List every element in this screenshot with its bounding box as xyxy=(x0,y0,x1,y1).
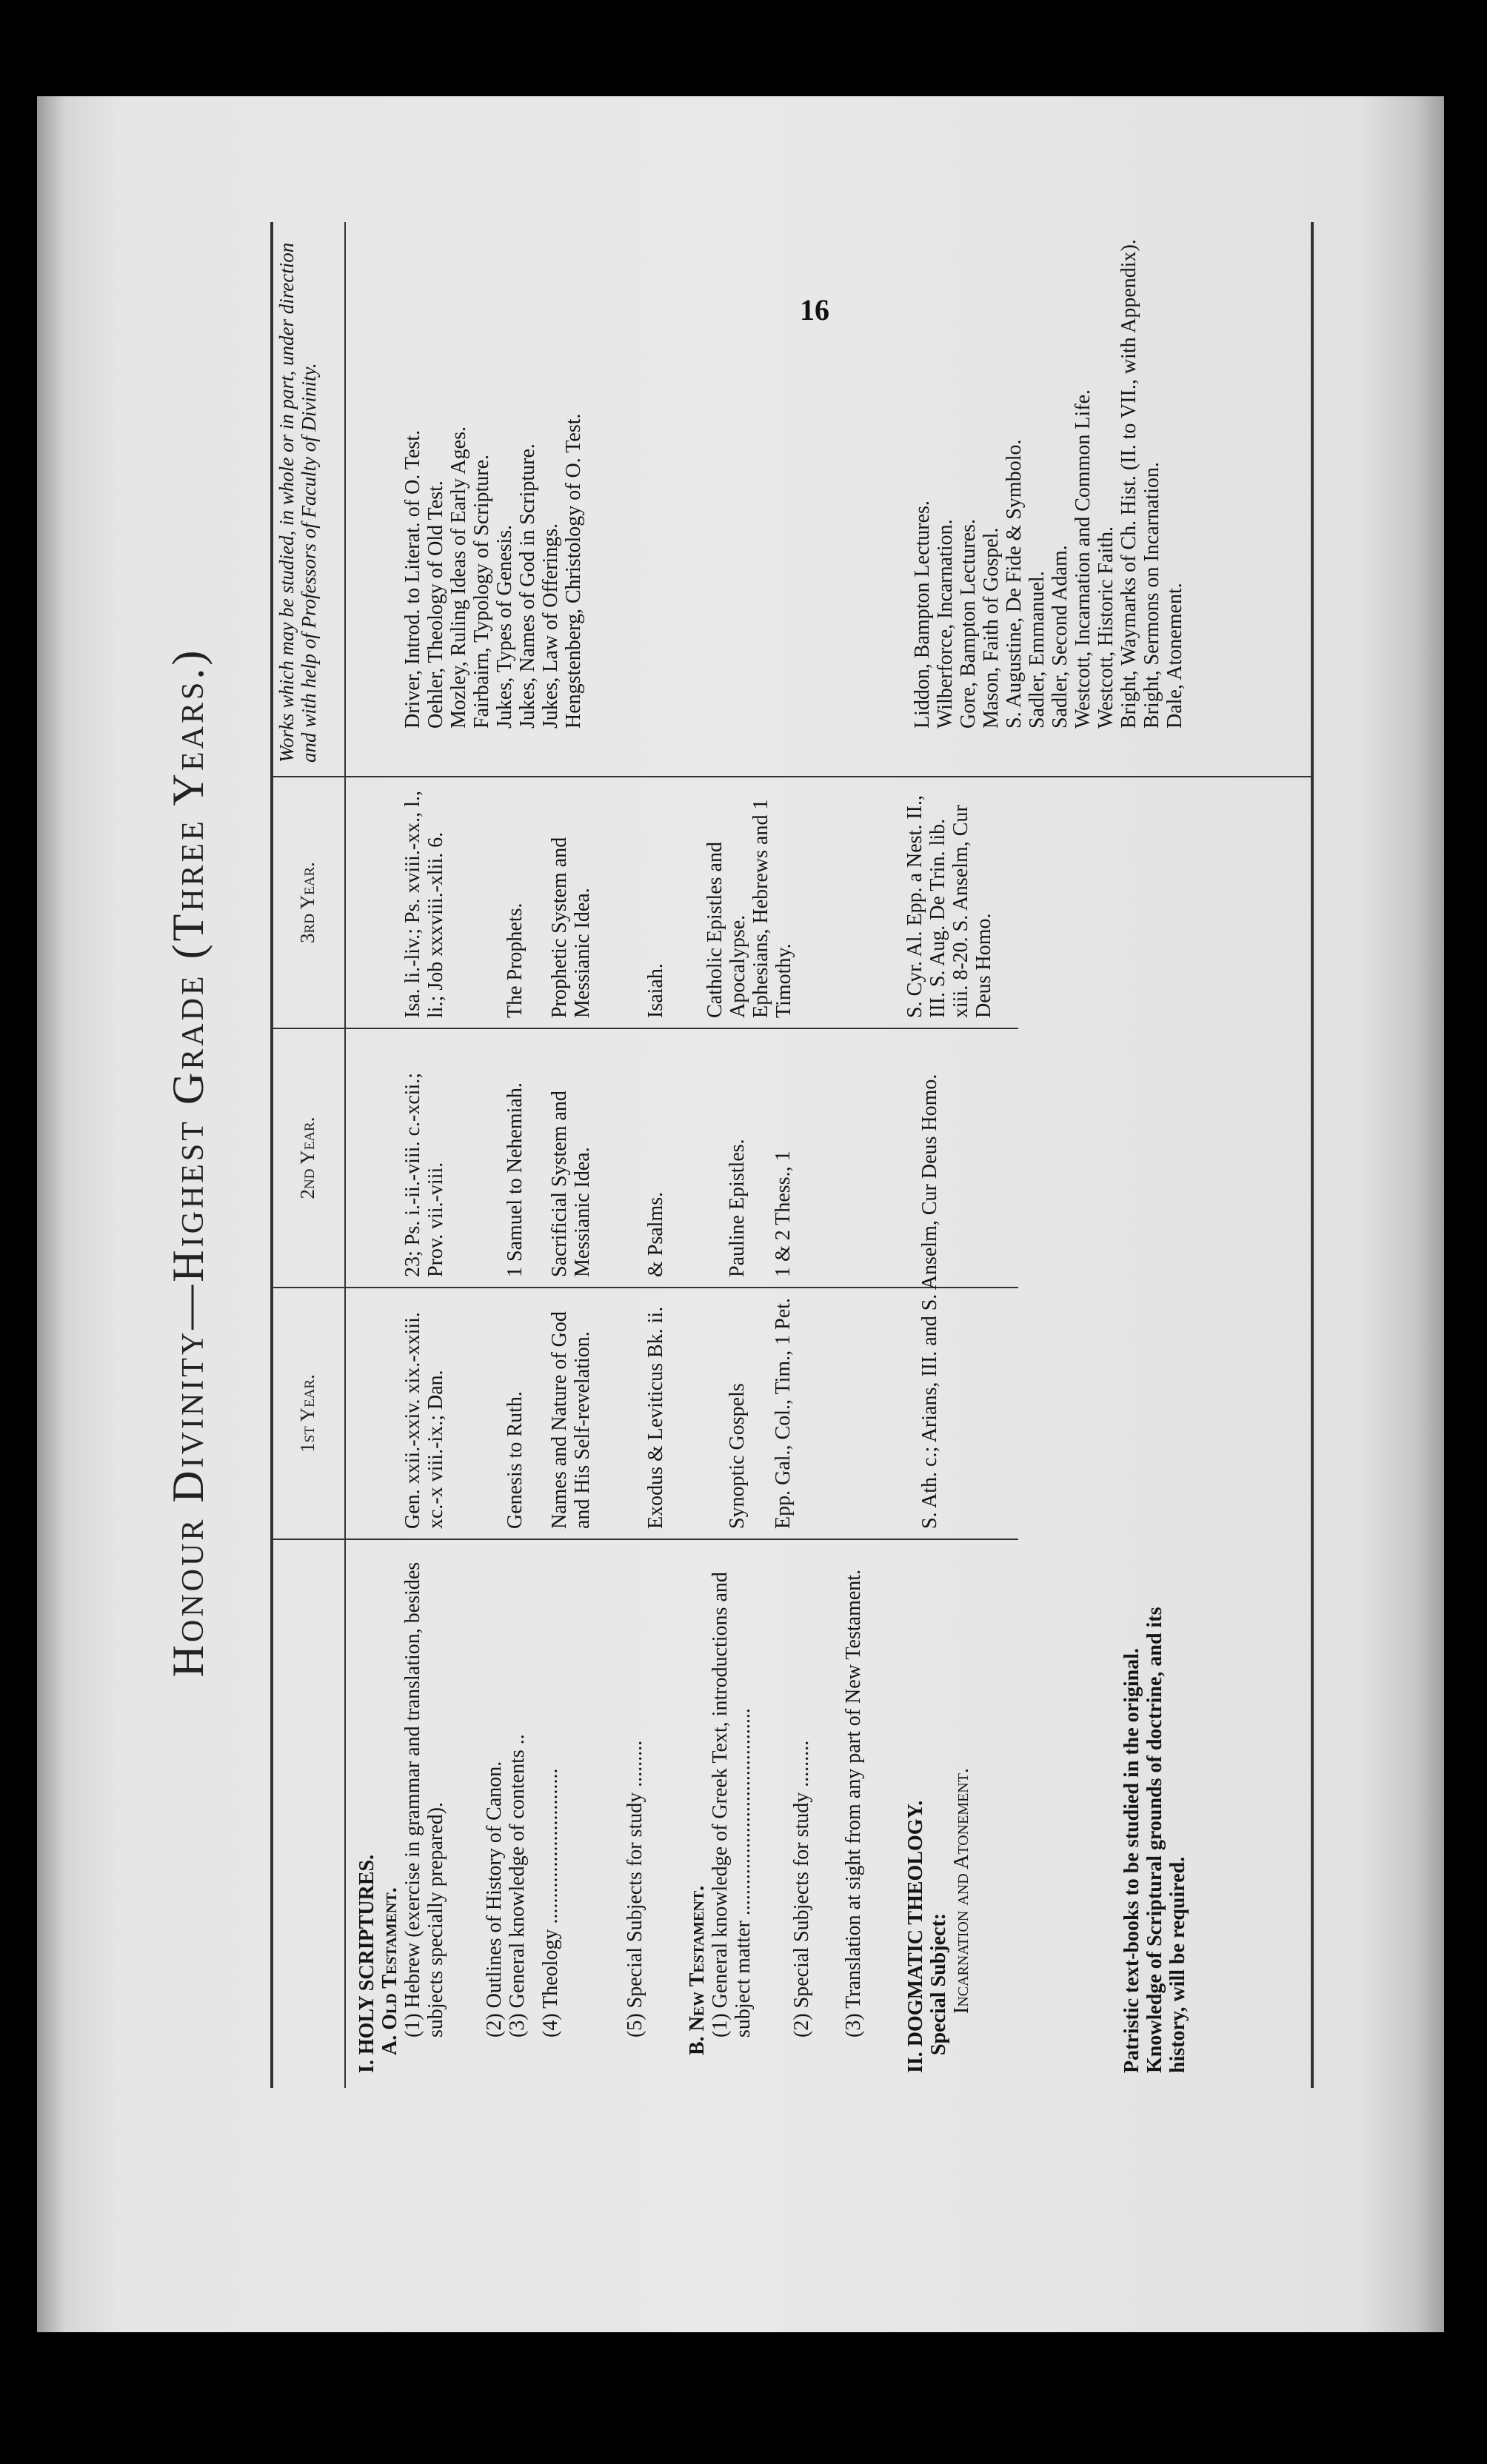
rule-col-3 xyxy=(270,1028,1018,1029)
works-dogmatic-item: Wilberforce, Incarnation. xyxy=(934,519,957,729)
works-dogmatic-item: Liddon, Bampton Lectures. xyxy=(911,500,934,729)
header-year-3: 3rd Year. xyxy=(296,862,318,943)
works-dogmatic-item: Gore, Bampton Lectures. xyxy=(957,518,980,729)
year3-dogmatic: S. Cyr. Al. Epp. a Nest. II., III. S. Aug. De Trin. lib. xiii. 8-20. S. Anselm, Cur Deus Homo. xyxy=(903,795,995,1018)
header-works: Works which may be studied, in whole or in part, under direction and with help of Professors of Faculty of Divinity. xyxy=(275,242,320,763)
rule-col-1 xyxy=(270,1539,1018,1540)
works-dogmatic-list xyxy=(911,230,1186,763)
year3-general: The Prophets. xyxy=(504,903,527,1018)
year2-special: & Psalms. xyxy=(644,1191,667,1277)
year1-hebrew: Gen. xxii.-xxiv. xix.-xxiii. xc.-x viii.-ix.; Dan. xyxy=(401,1312,447,1529)
subject-nt-general: (1) General knowledge of Greek Text, introductions and subject matter ........................................ xyxy=(709,1572,755,2038)
subject-nt-special: (2) Special Subjects for study ......... xyxy=(790,1740,813,2038)
year1-nt-special: Epp. Gal., Col., Tim., 1 Pet. xyxy=(772,1298,795,1529)
rule-bottom xyxy=(1311,222,1314,2088)
works-ot-item: Oehler, Theology of Old Test. xyxy=(424,481,447,729)
works-dogmatic-item: S. Augustine, De Fide & Symbolo. xyxy=(1003,439,1026,729)
rule-top xyxy=(270,222,273,2088)
works-dogmatic-item: Mason, Faith of Gospel. xyxy=(980,527,1003,729)
page-number: 16 xyxy=(800,293,829,327)
year2-nt-special: 1 & 2 Thess., 1 xyxy=(772,1151,795,1277)
subjects-column xyxy=(355,1547,1189,2073)
section-dogmatic-theology: II. DOGMATIC THEOLOGY. xyxy=(904,1800,927,2073)
works-dogmatic-item: Westcott, Historic Faith. xyxy=(1095,526,1117,729)
works-ot-item: Driver, Introd. to Literat. of O. Test. xyxy=(401,429,424,729)
year2-hebrew: 23; Ps. i.-ii.-viii. c.-xcii.; Prov. vii.-viii. xyxy=(401,1072,447,1277)
subject-nt-translation: (3) Translation at sight from any part of New Testament. xyxy=(842,1569,865,2038)
rule-col-4 xyxy=(270,776,1311,777)
works-dogmatic-item: Westcott, Incarnation and Common Life. xyxy=(1072,389,1095,729)
works-ot-item: Mozley, Ruling Ideas of Early Ages. xyxy=(447,426,470,729)
year1-nt-general: Synoptic Gospels xyxy=(726,1383,749,1529)
works-dogmatic-item: Bright, Sermons on Incarnation. xyxy=(1140,461,1163,729)
section-old-testament: A. Old Testament. xyxy=(378,1887,401,2055)
subject-general-knowledge: (3) General knowledge of contents .. xyxy=(506,1734,529,2038)
subject-hebrew: (1) Hebrew (exercise in grammar and translation, besides subjects specially prepared). xyxy=(401,1561,447,2038)
year1-dogmatic: S. Ath. c.; Arians, III. and S. Anselm, Cur Deus Homo. xyxy=(918,1074,941,1529)
works-ot-list xyxy=(401,230,585,763)
year1-general: Genesis to Ruth. xyxy=(504,1391,527,1529)
year2-theology: Sacrificial System and Messianic Idea. xyxy=(548,1091,594,1277)
year3-hebrew: Isa. li.-liv.; Ps. xviii.-xx., l., li.; Job xxxviii.-xlii. 6. xyxy=(401,791,447,1018)
year3-nt-special: Ephesians, Hebrews and 1 Timothy. xyxy=(749,799,795,1018)
special-subject-topic: Incarnation and Atonement. xyxy=(950,1768,973,2014)
special-subject-label: Special Subject: xyxy=(927,1912,950,2055)
year1-special: Exodus & Leviticus Bk. ii. xyxy=(644,1306,667,1529)
section-new-testament: B. New Testament. xyxy=(686,1885,709,2055)
works-ot-item: Hengstenberg, Christology of O. Test. xyxy=(562,413,585,729)
year3-nt-general: Catholic Epistles and Apocalypse. xyxy=(704,842,749,1018)
works-ot-item: Jukes, Law of Offerings. xyxy=(539,523,562,729)
rule-header-bottom xyxy=(344,222,346,2088)
subject-theology: (4) Theology .............................. xyxy=(539,1768,562,2038)
header-year-2: 2nd Year. xyxy=(296,1116,318,1199)
rotated-table-page xyxy=(133,215,1348,2110)
page-title: Honour Divinity—Highest Grade (Three Years.) xyxy=(164,647,213,1678)
note-patristic: Patristic text-books to be studied in the original. xyxy=(1120,1648,1143,2073)
works-dogmatic-item: Dale, Atonement. xyxy=(1163,583,1186,729)
subject-outlines: (2) Outlines of History of Canon. xyxy=(483,1761,506,2038)
subject-special-ot: (5) Special Subjects for study ......... xyxy=(624,1740,646,2038)
year2-nt-general: Pauline Epistles. xyxy=(726,1139,749,1277)
year3-theology: Prophetic System and Messianic Idea. xyxy=(548,837,594,1018)
rule-col-2 xyxy=(270,1287,1018,1288)
works-ot-item: Fairbairn, Typology of Scripture. xyxy=(470,454,493,729)
works-ot-item: Jukes, Types of Genesis. xyxy=(493,524,516,729)
works-dogmatic-item: Sadler, Emmanuel. xyxy=(1026,571,1049,729)
works-dogmatic-item: Sadler, Second Adam. xyxy=(1049,545,1072,729)
works-dogmatic-item: Bright, Waymarks of Ch. Hist. (II. to VII., with Appendix). xyxy=(1117,239,1140,729)
works-ot-item: Jukes, Names of God in Scripture. xyxy=(516,443,539,729)
year2-general: 1 Samuel to Nehemiah. xyxy=(504,1082,527,1277)
year1-theology: Names and Nature of God and His Self-revelation. xyxy=(548,1311,594,1529)
header-year-1: 1st Year. xyxy=(296,1374,318,1453)
year3-special: Isaiah. xyxy=(644,963,667,1018)
section-holy-scriptures: I. HOLY SCRIPTURES. xyxy=(355,1854,378,2073)
note-knowledge: Knowledge of Scriptural grounds of doctrine, and its history, will be required. xyxy=(1143,1607,1189,2073)
